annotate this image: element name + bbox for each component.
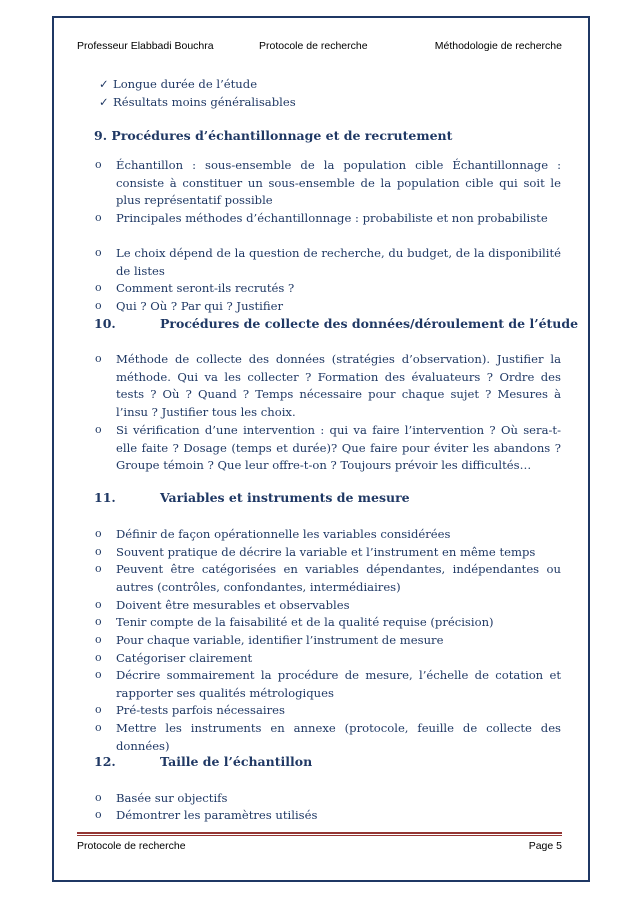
list-item: Définir de façon opérationnelle les variables considérées <box>116 527 451 541</box>
bullet-icon: o <box>95 281 102 294</box>
bullet-icon: o <box>95 598 102 611</box>
bullet-icon: o <box>95 527 102 540</box>
page-footer <box>77 840 562 854</box>
list-item: Décrire sommairement la procédure de mesure, l’échelle de cotation et rapporter ses qualités métrologiques <box>116 668 561 700</box>
footer-title: Protocole de recherche <box>77 840 186 852</box>
list-item: Souvent pratique de décrire la variable et l’instrument en même temps <box>116 545 536 559</box>
checkmark-icon: ✓ <box>99 77 109 91</box>
bullet-icon: o <box>95 299 102 312</box>
bullet-icon: o <box>95 545 102 558</box>
footer-rule-thin <box>77 835 562 836</box>
footer-rule <box>77 832 562 834</box>
bullet-icon: o <box>95 158 102 171</box>
list-item: Si vérification d’une intervention : qui va faire l’intervention ? Où sera-t-elle faite ? Dosage (temps et durée)? Que faire pour éviter les abandons ? Groupe témoin ? Que leur offre-t-on ? Toujours prévoir les difficultés… <box>116 423 561 473</box>
header-author: Professeur Elabbadi Bouchra <box>77 40 214 52</box>
bullet-icon: o <box>95 615 102 628</box>
bullet-icon: o <box>95 703 102 716</box>
bullet-icon: o <box>95 651 102 664</box>
bullet-icon: o <box>95 246 102 259</box>
bullet-icon: o <box>95 721 102 734</box>
list-item: Démontrer les paramètres utilisés <box>116 808 318 822</box>
bullet-icon: o <box>95 562 102 575</box>
list-item: Catégoriser clairement <box>116 651 253 665</box>
bullet-icon: o <box>95 668 102 681</box>
list-item: Principales méthodes d’échantillonnage : probabiliste et non probabiliste <box>116 211 548 225</box>
bullet-icon: o <box>95 423 102 436</box>
bullet-icon: o <box>95 633 102 646</box>
document-body: ✓ Longue durée de l’étude ✓ Résultats moins généralisables 9. Procédures d’échantillonnage et de recrutement o Échantillon : sous-ensemble de la population cible Échantillonnage : consiste à constituer un sous-ensemble de la population cible qui soit le plus représentatif possible o Principales méthodes d’échantillonnage : probabiliste et non probabiliste o Le choix dépend de la question de recherche, du budget, de la disponibilité de listes o Comment seront-ils recrutés ? o Qui ? Où ? Par qui ? Justifier 10. Procédures de collecte des données/déroulement de l’étude o Méthode de collecte des données (stratégies d’observation). Justifier la méthode. Qui va les collecter ? Formation des évaluateurs ? Ordre des tests ? Où ? Quand ? Temps nécessaire pour chaque sujet ? Mesures à l’insu ? Justifier tous les choix. o Si vérification d’une intervention : qui va faire l’intervention ? Où sera-t-elle faite ? Dosage (temps et durée)? Que faire pour éviter les abandons ? Groupe témoin ? Que leur offre-t-on ? Toujours prévoir les difficultés… 11. Variables et instruments de mesure o Définir de façon opérationnelle les variables considérées o Souvent pratique de décrire la variable et l’instrument en même temps o Peuvent être catégorisées en variables dépendantes, indépendantes ou autres (contrôles, confondantes, intermédiaires) o Doivent être mesurables et observables o Tenir compte de la faisabilité et de la qualité requise (précision) o Pour chaque variable, identifier l’instrument de mesure o Catégoriser clairement o Décrire sommairement la procédure de mesure, l’échelle de cotation et rapporter ses qualités métrologiques o Pré-tests parfois nécessaires o Mettre les instruments en annexe (protocole, feuille de collecte des données) 12. Taille de l’échantillon o Basée sur objectifs o Démontrer les paramètres utilisés <box>0 0 638 903</box>
list-item: Échantillon : sous-ensemble de la population cible Échantillonnage : consiste à constituer un sous-ensemble de la population cible qui soit le plus représentatif possible <box>116 158 561 208</box>
list-item: Méthode de collecte des données (stratégies d’observation). Justifier la méthode. Qui va les collecter ? Formation des évaluateurs ? Ordre des tests ? Où ? Quand ? Temps nécessaire pour chaque sujet ? Mesures à l’insu ? Justifier tous les choix. <box>116 352 561 419</box>
list-item: Pour chaque variable, identifier l’instrument de mesure <box>116 633 444 647</box>
checkmark-icon: ✓ <box>99 95 109 109</box>
check-item: ✓ Résultats moins généralisables <box>99 95 296 109</box>
list-item: Comment seront-ils recrutés ? <box>116 281 295 295</box>
page-number: Page 5 <box>528 840 562 852</box>
list-item: Mettre les instruments en annexe (protocole, feuille de collecte des données) <box>116 721 561 753</box>
list-item: Basée sur objectifs <box>116 791 228 805</box>
bullet-icon: o <box>95 808 102 821</box>
list-item: Doivent être mesurables et observables <box>116 598 350 612</box>
bullet-icon: o <box>95 211 102 224</box>
section-heading-9: 9. Procédures d’échantillonnage et de recrutement <box>94 128 453 143</box>
bullet-icon: o <box>95 352 102 365</box>
list-item: Pré-tests parfois nécessaires <box>116 703 285 717</box>
check-item: ✓ Longue durée de l’étude <box>99 77 258 91</box>
list-item: Qui ? Où ? Par qui ? Justifier <box>116 299 283 313</box>
list-item: Tenir compte de la faisabilité et de la qualité requise (précision) <box>116 615 494 629</box>
list-item: Le choix dépend de la question de recherche, du budget, de la disponibilité de listes <box>116 246 561 278</box>
bullet-icon: o <box>95 791 102 804</box>
header-title: Protocole de recherche <box>259 40 368 52</box>
header-course: Méthodologie de recherche <box>434 40 562 52</box>
list-item: Peuvent être catégorisées en variables dépendantes, indépendantes ou autres (contrôles, confondantes, intermédiaires) <box>116 562 561 594</box>
